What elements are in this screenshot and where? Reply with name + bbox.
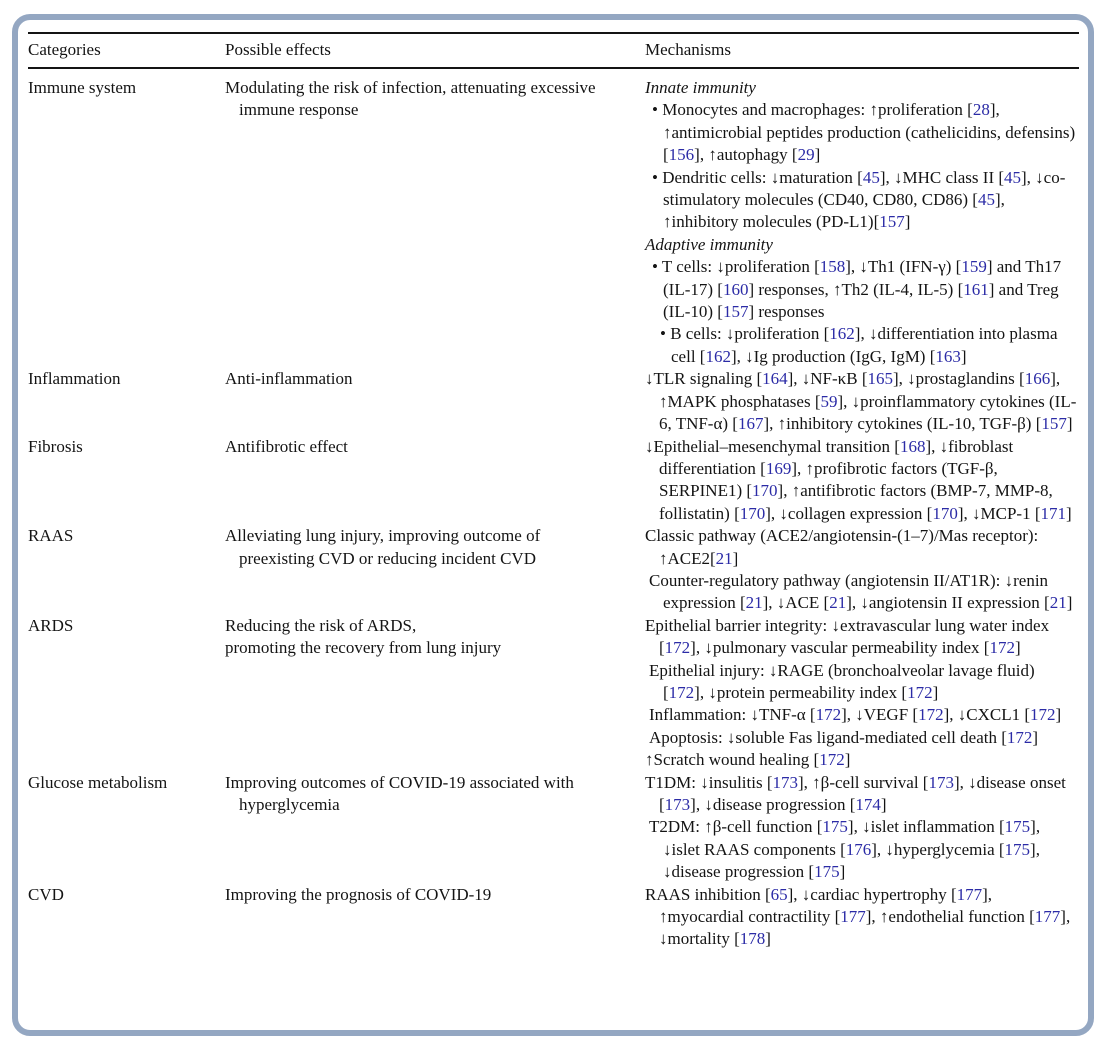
effects-cell [225, 436, 645, 526]
table-frame [12, 14, 1094, 1036]
citation-ref[interactable]: 177 [1034, 907, 1061, 927]
citation-ref[interactable]: 21 [1049, 593, 1067, 613]
category-cell: RAAS [28, 526, 74, 546]
effect-text: Antifibrotic effect [225, 436, 348, 456]
citation-ref[interactable]: 174 [855, 795, 881, 814]
citation-ref[interactable]: 167 [737, 414, 764, 434]
citation-ref[interactable]: 157 [1041, 414, 1067, 434]
mechanisms-cell [645, 525, 1079, 615]
column-header-mechanisms: Mechanisms [645, 40, 731, 59]
effects-cell [225, 772, 645, 884]
table-body [28, 77, 1079, 951]
category-cell: Glucose metabolism [28, 772, 168, 792]
citation-ref[interactable]: 159 [961, 257, 987, 277]
table-row [28, 525, 1079, 615]
mechanisms-cell [645, 77, 1079, 368]
mechanism-text: Innate immunity [645, 78, 756, 97]
table-row [28, 77, 1079, 368]
mechanisms-cell [645, 615, 1079, 772]
mechanism-bullet-item: • Dendritic cells: ↓maturation [45], ↓MHC class II [45], ↓co-stimulatory molecules (CD40, CD80, CD86) [45], ↑inhibitory molecules (PD-L1)[157] [652, 167, 1066, 232]
citation-ref[interactable]: 173 [928, 772, 954, 792]
citation-ref[interactable]: 28 [972, 100, 990, 120]
mechanism-text: ↓Epithelial–mesenchymal transition [168], ↓fibroblast differentiation [169], ↑profibrotic factors (TGF-β, SERPINE1) [170], ↑antifibrotic factors (BMP-7, MMP-8, follistatin) [170], ↓collagen expression [170], ↓MCP-1 [171] [645, 436, 1072, 523]
column-header-categories: Categories [28, 40, 101, 59]
citation-ref[interactable]: 162 [829, 324, 855, 344]
table-row [28, 368, 1079, 435]
citation-ref[interactable]: 172 [918, 705, 944, 725]
mechanism-text: Epithelial injury: ↓RAGE (bronchoalveolar lavage fluid) [172], ↓protein permeability index [172] [649, 660, 1035, 702]
citation-ref[interactable]: 177 [956, 884, 983, 904]
citation-ref[interactable]: 65 [770, 884, 788, 904]
mechanisms-cell [645, 772, 1079, 884]
citation-ref[interactable]: 170 [932, 503, 958, 523]
citation-ref[interactable]: 172 [1006, 727, 1033, 747]
mechanism-bullet-item: • B cells: ↓proliferation [162], ↓differentiation into plasma cell [162], ↓Ig production (IgG, IgM) [163] [660, 324, 1058, 366]
citation-ref[interactable]: 21 [715, 548, 733, 568]
citation-ref[interactable]: 21 [745, 593, 763, 613]
effect-text: Modulating the risk of infection, attenuating excessive immune response [225, 78, 596, 120]
table-row [28, 615, 1079, 772]
citation-ref[interactable]: 160 [722, 279, 749, 299]
category-cell: Fibrosis [28, 436, 83, 456]
mechanism-text: T2DM: ↑β-cell function [175], ↓islet inflammation [175], ↓islet RAAS components [176], ↓hyperglycemia [175], ↓disease progression [175] [649, 817, 1041, 882]
citation-ref[interactable]: 175 [1004, 839, 1031, 859]
effects-cell [225, 77, 645, 368]
citation-ref[interactable]: 175 [822, 817, 848, 837]
effect-text: Improving outcomes of COVID-19 associated with hyperglycemia [225, 772, 574, 814]
citation-ref[interactable]: 157 [879, 212, 905, 232]
mechanisms-cell [645, 368, 1079, 435]
citation-ref[interactable]: 172 [907, 682, 933, 702]
citation-ref[interactable]: 158 [819, 257, 846, 277]
citation-ref[interactable]: 176 [845, 839, 872, 859]
effects-cell [225, 884, 645, 951]
mechanism-text: Adaptive immunity [645, 234, 773, 254]
mechanism-text: Counter-regulatory pathway (angiotensin II/AT1R): ↓renin expression [21], ↓ACE [21], ↓angiotensin II expression [21] [649, 570, 1073, 613]
effect-text: Reducing the risk of ARDS, [225, 615, 417, 635]
mechanism-text: Epithelial barrier integrity: ↓extravascular lung water index [172], ↓pulmonary vascular permeability index [172] [645, 615, 1050, 658]
table-row [28, 436, 1079, 526]
table-row [28, 884, 1079, 951]
citation-ref[interactable]: 29 [797, 145, 815, 165]
citation-ref[interactable]: 172 [989, 638, 1015, 658]
citation-ref[interactable]: 170 [739, 503, 766, 523]
citation-ref[interactable]: 59 [820, 391, 838, 411]
citation-ref[interactable]: 172 [815, 705, 842, 725]
effect-text: Alleviating lung injury, improving outcome of preexisting CVD or reducing incident CVD [225, 526, 541, 568]
category-cell: ARDS [28, 615, 74, 635]
citation-ref[interactable]: 170 [752, 481, 778, 501]
category-cell: Inflammation [28, 369, 121, 389]
effect-text: promoting the recovery from lung injury [225, 638, 502, 658]
effect-text: Improving the prognosis of COVID-19 [225, 884, 492, 904]
effects-cell [225, 615, 645, 772]
citation-ref[interactable]: 166 [1024, 369, 1051, 389]
citation-ref[interactable]: 169 [765, 458, 792, 478]
mechanism-text: ↓TLR signaling [164], ↓NF-κB [165], ↓prostaglandins [166], ↑MAPK phosphatases [59], ↓proinflammatory cytokines (IL-6, TNF-α) [167], ↑inhibitory cytokines (IL-10, TGF-β) [157] [645, 369, 1077, 434]
citation-ref[interactable]: 172 [664, 638, 691, 658]
mechanism-bullet-item: • T cells: ↓proliferation [158], ↓Th1 (IFN-γ) [159] and Th17 (IL-17) [160] responses, ↑Th2 (IL-4, IL-5) [161] and Treg (IL-10) [157] responses [652, 257, 1062, 322]
mechanisms-cell [645, 436, 1079, 526]
effects-cell [225, 525, 645, 615]
mechanism-text: RAAS inhibition [65], ↓cardiac hypertrophy [177], ↑myocardial contractility [177], ↑endothelial function [177], ↓mortality [178] [645, 884, 1071, 949]
mechanisms-cell [645, 884, 1079, 951]
citation-ref[interactable]: 172 [668, 682, 695, 702]
citation-ref[interactable]: 175 [1004, 817, 1031, 837]
citation-ref[interactable]: 178 [739, 929, 766, 949]
citation-ref[interactable]: 157 [722, 302, 749, 322]
citation-ref[interactable]: 45 [1004, 167, 1022, 187]
citation-ref[interactable]: 161 [963, 279, 989, 299]
header-rule [28, 67, 1079, 69]
citation-ref[interactable]: 162 [705, 346, 731, 366]
citation-ref[interactable]: 156 [668, 145, 695, 165]
mechanism-text: T1DM: ↓insulitis [173], ↑β-cell survival [173], ↓disease onset [173], ↓disease progression [174] [645, 772, 1066, 814]
mechanism-text: Classic pathway (ACE2/angiotensin-(1–7)/Mas receptor): ↑ACE2[21] [645, 526, 1039, 568]
category-cell: Immune system [28, 78, 137, 97]
mechanism-text: Inflammation: ↓TNF-α [172], ↓VEGF [172], ↓CXCL1 [172] [649, 705, 1062, 725]
citation-ref[interactable]: 177 [840, 907, 866, 927]
citation-ref[interactable]: 172 [1030, 705, 1056, 725]
effects-cell [225, 368, 645, 435]
citation-ref[interactable]: 45 [977, 190, 995, 210]
citation-ref[interactable]: 45 [862, 167, 880, 187]
citation-ref[interactable]: 172 [819, 750, 845, 770]
citation-ref[interactable]: 173 [664, 795, 691, 814]
table-row [28, 772, 1079, 884]
citation-ref[interactable]: 163 [935, 346, 961, 366]
mechanism-text: Apoptosis: ↓soluble Fas ligand-mediated cell death [172] [649, 727, 1039, 747]
mechanism-bullet-item: • Monocytes and macrophages: ↑proliferation [28], ↑antimicrobial peptides production (cathelicidins, defensins) [156], ↑autophagy [29] [652, 100, 1076, 165]
citation-ref[interactable]: 173 [772, 772, 799, 792]
citation-ref[interactable]: 171 [1040, 503, 1067, 523]
citation-ref[interactable]: 168 [899, 436, 926, 456]
column-header-possible-effects: Possible effects [225, 40, 331, 59]
citation-ref[interactable]: 164 [762, 369, 788, 389]
mechanism-text: ↑Scratch wound healing [172] [645, 750, 851, 770]
citation-ref[interactable]: 21 [829, 593, 847, 613]
table-header [28, 34, 1079, 67]
citation-ref[interactable]: 175 [814, 862, 840, 882]
effect-text: Anti-inflammation [225, 369, 353, 389]
category-cell: CVD [28, 884, 64, 904]
citation-ref[interactable]: 165 [867, 369, 893, 389]
